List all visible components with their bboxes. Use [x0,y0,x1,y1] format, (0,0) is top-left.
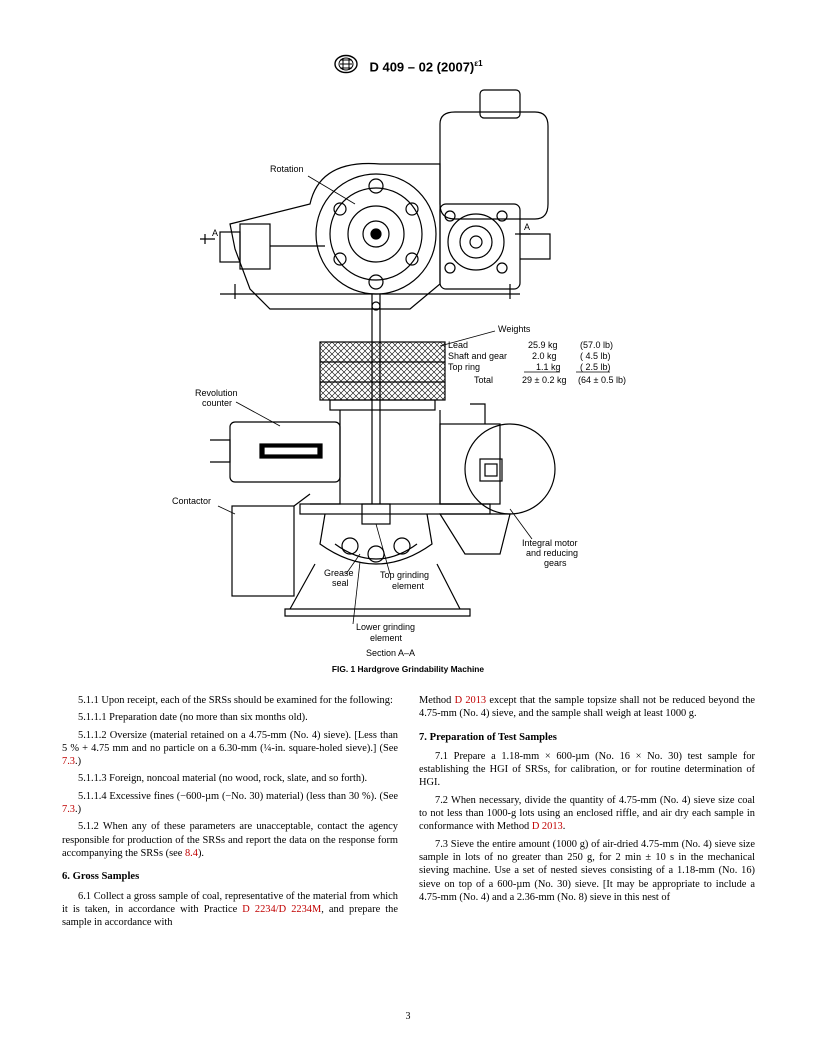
label-grease-seal-1: Grease [324,568,354,578]
label-top-grinding-1: Top grinding [380,570,430,580]
label-grease-seal-2: seal [332,578,349,588]
paragraph-7-1: 7.1 Prepare a 1.18-mm × 600-µm (No. 16 × No. 30) test sample for establishing the HGI of SRSs, for calibration, or for routine determination of HGI. [419,750,755,789]
section-heading-7: 7. Preparation of Test Samples [419,731,557,743]
standard-designation: D 409 – 02 $(2007)^{\varepsilon 1}$ [369,58,483,75]
label-section: Section A–A [366,648,416,658]
paragraph-7-3: 7.3 Sieve the entire amount (1000 g) of air-dried 4.75-mm (No. 4) sieve size sample in lots of no greater than 250 g, for 2 min ± 10 s in the mechanical sieving machine. Use a set of nested sieves consisting of a 1.18-mm (No. 16) sieve on top of a 600-µm (No. 30) sieve. [It may be appropriate to include a 4.75-mm (No. 4) and a 2.36-mm (No. 8) sieve in this nest of [419,838,755,903]
label-integral-motor-1: Integral motor [522,538,578,548]
label-integral-motor-2: and reducing [526,548,579,558]
link-d2234[interactable]: D 2234/D 2234M [242,903,322,915]
label-revolution-counter-2: counter [202,398,233,408]
document-header [0,54,816,79]
label-section-a-right: A [524,222,531,232]
paragraph-5-1-1: 5.1.1 Upon receipt, each of the SRSs should be examined for the following: [78,695,393,706]
label-rotation: Rotation [270,164,304,174]
paragraph-6-1: 6.1 Collect a gross sample of coal, representative of the material from which it is taken, in accordance with Practice D 2234/D 2234M, and prepare the sample in accordance with [62,890,398,929]
right-column [419,694,755,908]
label-lower-grinding-1: Lower grinding [356,622,416,632]
link-7-3[interactable]: 7.3 [62,756,75,768]
machine-drawing [140,84,700,659]
label-top-grinding-2: element [392,581,425,591]
paragraph-7-2: 7.2 When necessary, divide the quantity of 4.75-mm (No. 4) sieve size coal to not less than 1000-g lots using an enclosed riffle, and air dry each sample in conformance with Method D 2013. [419,794,755,833]
hardgrove-machine-figure [140,84,700,659]
label-total-kg: 29 ± 0.2 kg [522,375,567,385]
paragraph-5-1-2: 5.1.2 When any of these parameters are unacceptable, contact the agency responsible for production of the SRSs and report the data on the response form accompanying the SRSs (see 8.4). [62,821,398,859]
label-lead: Lead [448,340,469,350]
paragraph-5-1-1-2: 5.1.1.2 Oversize (material retained on a 4.75-mm (No. 4) sieve). [Less than 5 % + 4.75 mm and no particle on a 6.30-mm (¼-in. square-holed sieve).] (See 7.3.) [62,729,398,768]
link-7-3[interactable]: 7.3 [62,804,75,816]
label-contactor: Contactor [172,496,212,506]
label-lower-grinding-2: element [370,633,403,643]
label-shaft-lb: ( 4.5 lb) [580,351,611,361]
paragraph-5-1-1-4: 5.1.1.4 Excessive fines (−600-µm (−No. 30) material) (less than 30 %). (See 7.3.) [62,790,398,816]
label-revolution-counter-1: Revolution [195,388,238,398]
left-column [62,694,398,933]
link-8-4[interactable]: 8.4 [184,847,198,859]
label-weights: Weights [498,324,531,334]
label-lead-lb: (57.0 lb) [580,340,614,350]
page-number: 3 [405,1011,411,1022]
label-shaft-kg: 2.0 kg [532,351,557,361]
label-total-lb: (64 ± 0.5 lb) [578,375,626,385]
label-top-ring-lb: ( 2.5 lb) [580,362,611,372]
astm-logo-icon [333,54,359,79]
link-d2013[interactable]: D 2013 [531,821,563,833]
label-total: Total [474,375,494,385]
label-shaft: Shaft and gear [448,351,508,361]
paragraph-5-1-1-3: 5.1.1.3 Foreign, noncoal material (no wood, rock, slate, and so forth). [78,773,368,785]
paragraph-continued: Method D 2013 except that the sample topsize shall not be reduced beyond the 4.75-mm (No. 4) sieve, and the sample shall weigh at least 1000 g. [419,695,756,720]
label-top-ring: Top ring [448,362,481,372]
label-top-ring-kg: 1.1 kg [536,362,561,372]
label-section-a-left: A [212,228,219,238]
section-heading-6: 6. Gross Samples [62,871,140,883]
link-d2013[interactable]: D 2013 [454,695,487,706]
figure-caption: FIG. 1 Hardgrove Grindability Machine [331,664,485,674]
label-lead-kg: 25.9 kg [528,340,558,350]
paragraph-5-1-1-1: 5.1.1.1 Preparation date (no more than six months old). [78,712,308,724]
label-integral-motor-3: gears [544,558,567,568]
